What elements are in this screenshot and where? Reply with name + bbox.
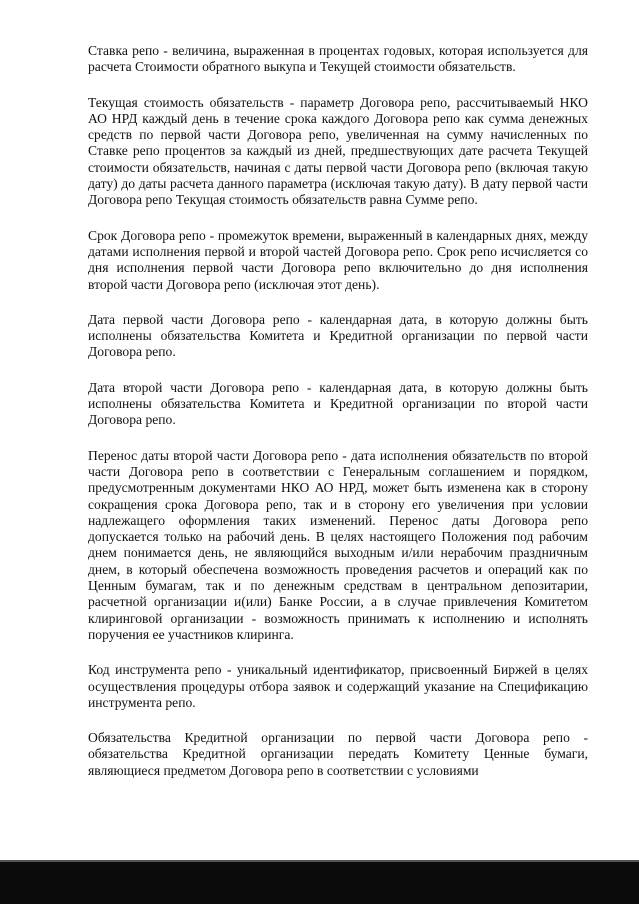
scan-bottom-edge <box>0 862 639 904</box>
paragraph-first-leg-date: Дата первой части Договора репо - календарная дата, в которую должны быть исполнены обязательства Комитета и Кредитной организации по первой части Договора репо. <box>88 311 588 360</box>
paragraph-second-leg-date-transfer: Перенос даты второй части Договора репо - дата исполнения обязательств по второй части Договора репо в соответствии с Генеральным соглашением и порядком, предусмотренным документами НКО АО НРД, может быть изменена как в сторону сокращения срока Договора репо, так и в сторону его увеличения при условии надлежащего оформления таких изменений. Перенос даты Договора репо допускается только на рабочий день. В целях настоящего Положения под рабочим днем понимается день, не являющийся выходным и/или нерабочим праздничным днем, в который обеспечена возможность проведения расчетов и операций как по Ценным бумагам, так и по денежным средствам в центральном депозитарии, расчетной организации и(или) Банке России, а в случае привлечения Комитетом клиринговой организации - возможность принимать к исполнению и исполнять поручения ее участников клиринга. <box>88 447 588 642</box>
paragraph-second-leg-date: Дата второй части Договора репо - календарная дата, в которую должны быть исполнены обязательства Комитета и Кредитной организации по второй части Договора репо. <box>88 379 588 428</box>
paragraph-current-obligation-value: Текущая стоимость обязательств - параметр Договора репо, рассчитываемый НКО АО НРД каждый день в течение срока каждого Договора репо как сумма денежных средств по первой части Договора репо, увеличенная на сумму начисленных по Ставке репо процентов за каждый из дней, предшествующих дате расчета Текущей стоимости обязательств, начиная с даты первой части Договора репо (включая такую дату) до даты расчета данного параметра (исключая такую дату). В дату первой части Договора репо Текущая стоимость обязательств равна Сумме репо. <box>88 94 588 208</box>
document-body <box>88 43 588 798</box>
paragraph-repo-instrument-code: Код инструмента репо - уникальный идентификатор, присвоенный Биржей в целях осуществления процедуры отбора заявок и содержащий указание на Спецификацию инструмента репо. <box>88 662 588 710</box>
paragraph-repo-term: Срок Договора репо - промежуток времени, выраженный в календарных днях, между датами исполнения первой и второй частей Договора репо. Срок репо исчисляется со дня исполнения первой части Договора репо включительно до дня исполнения второй части Договора репо (исключая этот день). <box>88 227 588 292</box>
paragraph-repo-rate: Ставка репо - величина, выраженная в процентах годовых, которая используется для расчета Стоимости обратного выкупа и Текущей стоимости обязательств. <box>88 43 588 75</box>
paragraph-credit-org-obligations: Обязательства Кредитной организации по первой части Договора репо - обязательства Кредитной организации передать Комитету Ценные бумаги, являющиеся предметом Договора репо в соответствии с условиями <box>88 730 588 778</box>
